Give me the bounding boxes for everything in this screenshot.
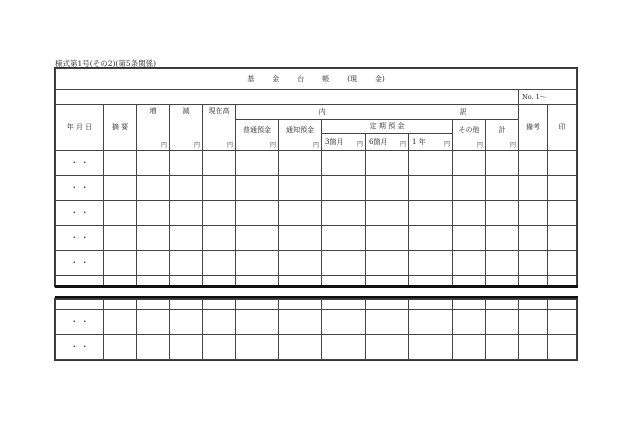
number-row-spacer	[56, 90, 519, 105]
header-date: 年 月 日	[56, 105, 104, 151]
header-breakdown-left: 内	[236, 105, 409, 120]
header-notice-deposit: 通知預金 円	[279, 120, 322, 151]
ledger-table-upper	[55, 68, 577, 286]
header-fixed-deposit: 定 期 預 金	[322, 120, 453, 134]
header-ordinary-deposit: 普通預金 円	[236, 120, 279, 151]
ledger-row	[56, 151, 577, 176]
date-cell[interactable]: ・ ・	[56, 226, 104, 251]
date-cell[interactable]: ・ ・	[56, 201, 104, 226]
header-6-months: 6箇月 円	[366, 134, 409, 151]
ledger-row	[56, 251, 577, 276]
date-cell[interactable]: ・ ・	[56, 310, 104, 335]
ledger-upper	[55, 68, 576, 286]
header-total: 計 円	[486, 120, 519, 151]
header-breakdown-right: 訳	[409, 105, 519, 120]
header-3-months: 3箇月 円	[322, 134, 366, 151]
header-decrease: 減 円	[170, 105, 203, 151]
date-cell[interactable]: ・ ・	[56, 176, 104, 201]
header-1-year: 1 年 円	[409, 134, 453, 151]
ledger-title: 基 金 台 帳 (現 金)	[56, 69, 577, 90]
header-other: その他 円	[453, 120, 486, 151]
header-summary: 摘 要	[104, 105, 137, 151]
form-caption: 様式第1号(その2)(第5条関係)	[55, 59, 157, 68]
header-seal: 印	[548, 105, 577, 151]
header-balance: 現在高 円	[203, 105, 236, 151]
ledger-row-partial	[56, 276, 577, 286]
date-cell[interactable]: ・ ・	[56, 251, 104, 276]
header-increase: 増 円	[137, 105, 170, 151]
page-number-label: No. 1〜	[519, 90, 577, 105]
ledger-table-lower	[55, 299, 577, 360]
date-cell[interactable]: ・ ・	[56, 335, 104, 360]
ledger-lower	[55, 299, 576, 360]
section-divider-top	[55, 285, 578, 288]
ledger-row	[56, 226, 577, 251]
ledger-row	[56, 176, 577, 201]
ledger-row	[56, 335, 577, 360]
date-cell[interactable]: ・ ・	[56, 151, 104, 176]
ledger-row	[56, 310, 577, 335]
ledger-row	[56, 201, 577, 226]
ledger-row-partial	[56, 300, 577, 310]
header-remarks: 備考	[519, 105, 548, 151]
